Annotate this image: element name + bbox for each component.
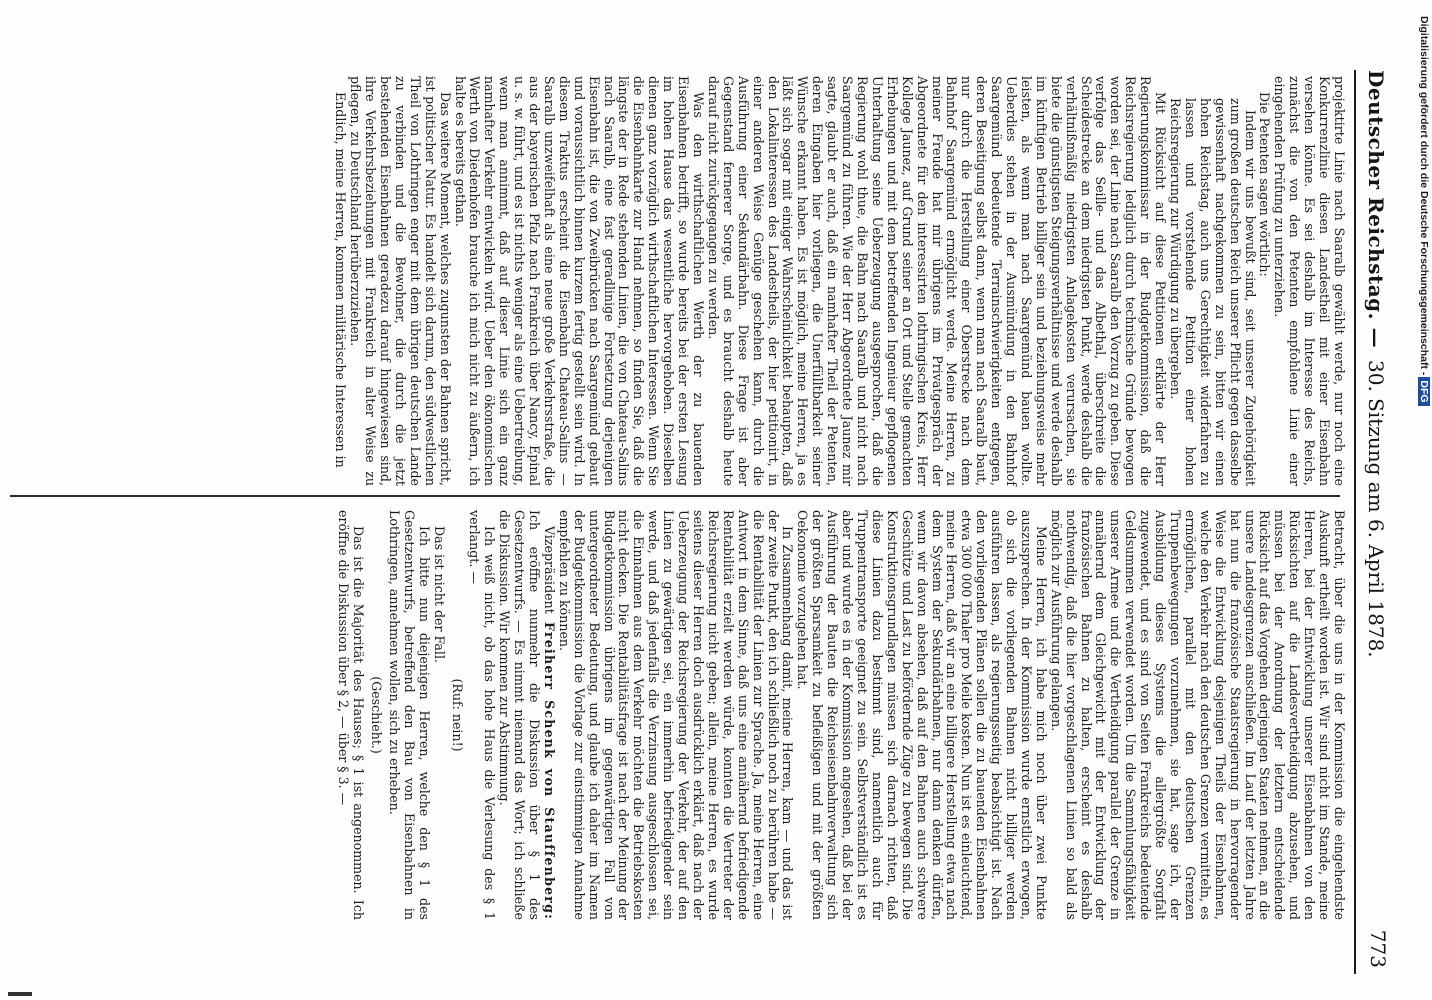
paragraph: Das weitere Moment, welches zugunsten der Bahnen spricht, ist politischer Natur. Es handelt sich darum, den südwestlichen Theil von Lothringen enger mit dem übrigen deutschen Lande zu verbinden und die Bewohner, die durch die jetzt bestehenden Eisenbahnen geradezu darauf hingewiesen sind, ihre Verkehrsbeziehungen mit Frankreich in alter Weise zu pflegen, zu Deutschland herüberzuziehen. bbox=[348, 76, 453, 486]
paragraph: Das ist die Majorität des Hauses; § 1 ist angenommen. Ich eröffne die Diskussion über § 2, — über § 3. — bbox=[336, 510, 367, 920]
paragraph: Betracht, über die uns in der Kommission die eingehendste Auskunft ertheilt worden ist. Wir sind nicht im Stande, meine Herren, bei der Entwicklung unserer Eisenbahnen von den Rücksichten auf die Landesvertheidigung abzusehen, und müssen bei der Anordnung der letztern entscheidende Rücksicht auf das Vorgehen derjenigen Staaten nehmen, an die unsere Landesgrenzen anschließen. Im Lauf der letzten Jahre hat nun die französische Staatsregierung in hervorragender Weise die Entwicklung desjenigen Theils der Eisenbahnen, welche den Verkehr nach den deutschen Grenzen vermitteln, es ermöglichen, parallel mit den deutschen Grenzen Truppenbewegungen vorzunehmen, sie hat, sage ich, der Ausbildung dieses Systems die allergrößte Sorgfalt zugewendet, und es sind von Seiten Frankreichs bedeutende Geldsummen verwendet worden. Um die Sammlungsfähigkeit unserer Armee und die Vertheidigung parallel der Grenze in annähernd dem Gleichgewicht mit der Entwicklung der französischen Bahnen zu halten, erscheint es deshalb nothwendig, daß die hier vorgeschlagenen Linien so bald als möglich zur Ausführung gelangen. bbox=[1048, 510, 1347, 920]
paragraph: Endlich, meine Herren, kommen militärische Interessen in bbox=[333, 92, 349, 468]
digitization-credit bbox=[1418, 16, 1430, 406]
dfg-logo: DFG bbox=[1418, 377, 1430, 405]
credit-text: Digitalisierung gefördert durch die Deutsche Forschungsgemeinschaft - bbox=[1418, 16, 1430, 376]
paragraph: Die Petenten sagen wörtlich: bbox=[1257, 92, 1273, 277]
speaker-intro: Vizepräsident bbox=[541, 526, 557, 614]
page-number: 773 bbox=[1366, 929, 1390, 968]
petition-quote: Indem wir uns bewußt sind, seit unserer Zugehörigkeit zum großen deutschen Reich unserer Pflicht gegen dasselbe gewissenhaft nachgekommen zu sein, bitten wir einen hohen Reichstag, auch uns Gerechtigkeit widerfahren zu lassen und vorstehende Petition einer hohen Reichsregierung zur Würdigung zu übergeben. bbox=[1168, 98, 1258, 486]
speaker-text: Ich eröffne nunmehr die Diskussion über § 1 des Gesetzentwurfs. — Es nimmt niemand das Wort; ich schließe die Diskussion. Wir kommen zur Abstimmung. bbox=[497, 510, 543, 920]
interjection: (Ruf: nein!) bbox=[449, 678, 465, 752]
speaker-paragraph bbox=[496, 510, 556, 920]
paragraph: Was den wirthschaftlichen Werth der zu bauenden Eisenbahnen betrifft, so wurde bereits bei der ersten Lesung im hohen Hause das wesentliche hervorgehoben. Dieselben dienen ganz vorzüglich wirthschaftlichen Interessen. Wenn Sie die Eisenbahnkarte zur Hand nehmen, so finden Sie, daß die längste der in Rede stehenden Linien, die von Chateau-Salins nach Saaralb, eine fast geradlinige Fortsetzung derjenigen Eisenbahn ist, die von Zweibrücken nach Saargemünd gebaut und voraussichtlich binnen kurzem fertig gestellt sein wird. In diesem Traktus erscheint die Eisenbahn Chateau-Salins — Saaralb unzweifelhaft als eine neue große Verkehrsstraße, die aus der bayerischen Pfalz nach Frankreich über Nancy, Epinal u. s. w. führt, und es ist nichts weniger als eine Uebertreibung, wenn man annimmt, daß auf dieser Linie sich ein ganz namhafter Verkehr entwickeln wird. Ueber den ökonomischen Werth von Diedenhofen brauche ich mich nicht zu äußern, ich halte es bereits gethan. bbox=[452, 76, 707, 486]
session-date: 30. Sitzung am 6. April 1878. bbox=[1364, 360, 1388, 658]
publication-title: Deutscher Reichstag. — bbox=[1364, 70, 1388, 349]
stage-direction: (Geschieht.) bbox=[369, 676, 384, 754]
column-divider bbox=[10, 495, 1340, 497]
scan-edge-mark bbox=[8, 992, 32, 996]
paragraph: In Zusammenhang damit, meine Herren, kam — und das ist der zweite Punkt, den ich schließlich noch zu berühren habe — die Rentabilität der Linien zur Sprache. Ja, meine Herren, eine Antwort in dem Sinne, daß uns eine annähernd befriedigende Rentabilität erzielt werden würde, konnten die Vertreter der Reichsregierung nicht geben; allein, meine Herren, es wurde seitens dieser Herren doch ausdrücklich erklärt, daß nach der Ueberzeugung der Reichsregierung der Verkehr, der auf den Linien zu gewärtigen sei, ein immerhin befriedigender sein werde, und daß jedenfalls die Verzinsung ausgeschlossen sei, die Einnahmen aus dem Verkehr möchten die Betriebskosten nicht decken. Die Rentabilitätsfrage ist nach der Meinung der Budgetkommission übrigens im gegenwärtigen Fall von untergeordneter Bedeutung, und glaube ich daher im Namen der Budgetkommission die Vorlage zur einstimmigen Annahme empfehlen zu können. bbox=[556, 510, 796, 920]
paragraph: Ich weiß nicht, ob das hohe Haus die Verlesung des § 1 verlangt. — bbox=[467, 510, 498, 920]
left-column bbox=[332, 76, 1346, 486]
speaker-name: Freiherr Schenk von Stauffenberg: bbox=[541, 622, 557, 920]
paragraph: Mit Rücksicht auf diese Petitionen erklärte der Herr Regierungskommissar in der Budgetkommission, daß die Reichsregierung lediglich durch technische Gründe bewogen worden sei, der Linie nach Saaralb den Vorzug zu geben. Diese verfolge das Seille- und das Albethal, überschreite die Scheidestrecke an dem niedrigsten Punkt, werde deshalb die verhältnißmäßig niedrigsten Anlagekosten verursachen, sie biete die günstigsten Steigungsverhältnisse und werde deshalb im künftigen Betrieb billiger sein und beziehungsweise mehr leisten, als wenn man nach Saargemünd bauen wollte. Ueberdies stehen in der Ausmündung in den Bahnhof Saargemünd bedeutende Terrainschwierigkeiten entgegen, deren Beseitigung selbst dann, wenn man nach Saaralb baut, nur durch die Herstellung einer Oberstrecke nach dem Bahnhof Saargemünd ermöglicht werde. Meine Herren, zu meiner Freude hat mir übrigens im Privatgespräch der Abgeordnete für den interessirten lothringischen Kreis, Herr Kollege Jaunez, auf Grund seiner an Ort und Stelle gemachten Erhebungen und mit dem betreffenden Ingenieur gepflogenen Unterhaltung seine Ueberzeugung ausgesprochen, daß die Regierung wohl thue, die Bahn nach Saaralb und nicht nach Saargemünd zu führen. Wie der Herr Abgeordnete Jaunez mir sagte, glaubt er auch, daß ein namhafter Theil der Petenten, deren Eingaben hier vorliegen, die Unerfülltbarkeit seiner Wünsche erkannt haben. Es ist möglich, meine Herren, ja es läßt sich sogar mit einiger Wahrscheinlichkeit behaupten, daß den Lokalinteressen des Landestheils, der hier petitionirt, in einer anderen Weise Genüge geschehen kann, durch die Ausführung einer Sekundärbahn. Diese Frage ist aber Gegenstand fernerer Sorge, und es braucht deshalb heute darauf nicht zurückgegangen zu werden. bbox=[705, 76, 1169, 486]
paragraph: projektirte Linie nach Saaralb gewählt werde, nur noch eine Konkurrenzlinie diesen Landestheil mit einer Eisenbahn versehen könne. Es sei deshalb im Interesse des Reichs, zunächst die von den Petenten empfohlene Linie einer eingehenden Prüfung zu unterziehen. bbox=[1272, 76, 1347, 486]
page-header bbox=[1354, 70, 1396, 974]
paragraph: Ich bitte nun diejenigen Herren, welche den § 1 des Gesetzentwurfs, betreffend den Bau von Eisenbahnen in Lothringen, annehmen wollen, sich zu erheben. bbox=[386, 510, 432, 920]
right-column bbox=[335, 510, 1346, 920]
paragraph: Das ist nicht der Fall. bbox=[431, 526, 447, 663]
paragraph: Meine Herren, ich habe mich noch über zwei Punkte auszusprechen. In der Kommission wurde ernstlich erwogen, ob sich die vorliegenden Bahnen nicht billiger werden ausführen lassen, als regierungsseitig beabsichtigt ist. Nach den vorliegenden Plänen sollen die zu bauenden Eisenbahnen etwa 300 000 Thaler pro Meile kosten. Nun ist es einleuchtend, meine Herren, daß wir an eine billigere Herstellung etwa nach dem System der Sekundärbahnen, nur dann denken dürfen, wenn wir davon absehen, daß auf den Bahnen auch schwere Geschütze und Last zu befördernde Züge zu bewegen sind. Die Konstruktionsgrundlagen müssen sich darnach richten, daß diese Linien dazu bestimmt sind, namentlich auch für Truppentransporte geeignet zu sein. Selbstverständlich ist es aber und wurde es in der Kommission angesehen, daß bei der Ausführung der Bauten die Reichseisenbahnverwaltung sich der größten Sparsamkeit zu befleißigen und mit der größten Oekonomie vorzugehen hat. bbox=[795, 510, 1049, 920]
